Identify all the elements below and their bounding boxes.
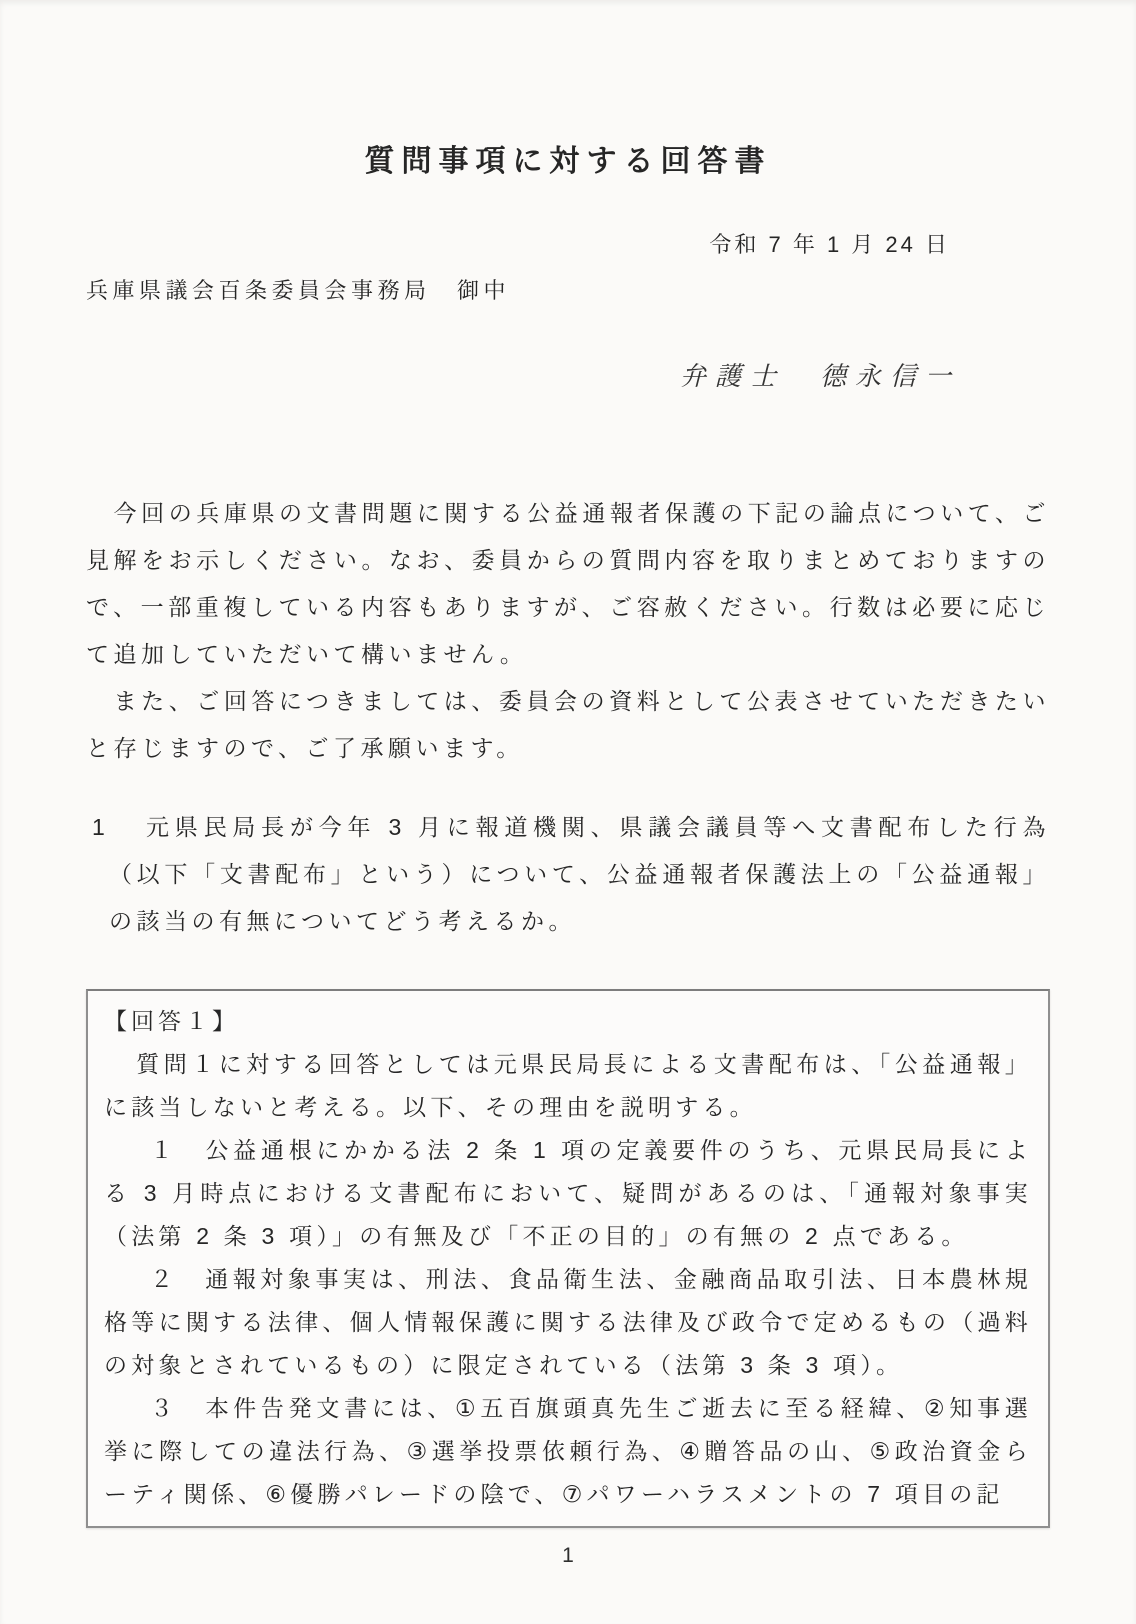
answer-1-paragraph-1: 質問１に対する回答としては元県民局長による文書配布は、「公益通報」に該当しないと考える。以下、その理由を説明する。 [104,1051,1032,1120]
question-1-text: 元県民局長が今年 3 月に報道機関、県議会議員等へ文書配布した行為（以下「文書配布」という）について、公益通報者保護法上の「公益通報」の該当の有無についてどう考えるか。 [109,814,1050,934]
question-1-number: 1 [92,814,110,840]
intro-paragraph-2: また、ご回答につきましては、委員会の資料として公表させていただきたいと存じますので、ご了承願います。 [86,688,1050,761]
answer-1-paragraph-3: ２ 通報対象事実は、刑法、食品衛生法、金融商品取引法、日本農林規格等に関する法律、個人情報保護に関する法律及び政令で定めるもの（過料の対象とされているもの）に限定されている（法第 3 条 3 項）。 [104,1266,1032,1378]
page-number: 1 [562,1544,574,1567]
intro-paragraph-1: 今回の兵庫県の文書問題に関する公益通報者保護の下記の論点について、ご見解をお示しください。なお、委員からの質問内容を取りまとめておりますので、一部重複している内容もありますが、ご容赦ください。行数は必要に応じて追加していただいて構いません。 [86,500,1050,667]
answer-1-heading: 【回答１】 [104,1008,239,1034]
answer-1-paragraph-4: ３ 本件告発文書には、①五百旗頭真先生ご逝去に至る経緯、②知事選挙に際しての違法行為、③選挙投票依頼行為、④贈答品の山、⑤政治資金らーティ関係、⑥優勝パレードの陰で、⑦パワーハラスメントの 7 項目の記 [104,1395,1032,1507]
intro-section [86,490,1050,772]
addressee-line: 兵庫県議会百条委員会事務局 御中 [86,278,511,303]
answer-1-box [86,989,1050,1528]
signature-line: 弁護士 德永信一 [679,362,960,391]
answer-1-paragraph-2: １ 公益通根にかかる法 2 条 1 項の定義要件のうち、元県民局長による 3 月時点における文書配布において、疑問があるのは、「通報対象事実（法第 2 条 3 項）」の有無及び「不正の目的」の有無の 2 点である。 [104,1137,1032,1249]
date-line: 令和 7 年 1 月 24 日 [709,232,950,257]
document-title: 質問事項に対する回答書 [364,145,772,178]
question-1-block [86,804,1050,945]
